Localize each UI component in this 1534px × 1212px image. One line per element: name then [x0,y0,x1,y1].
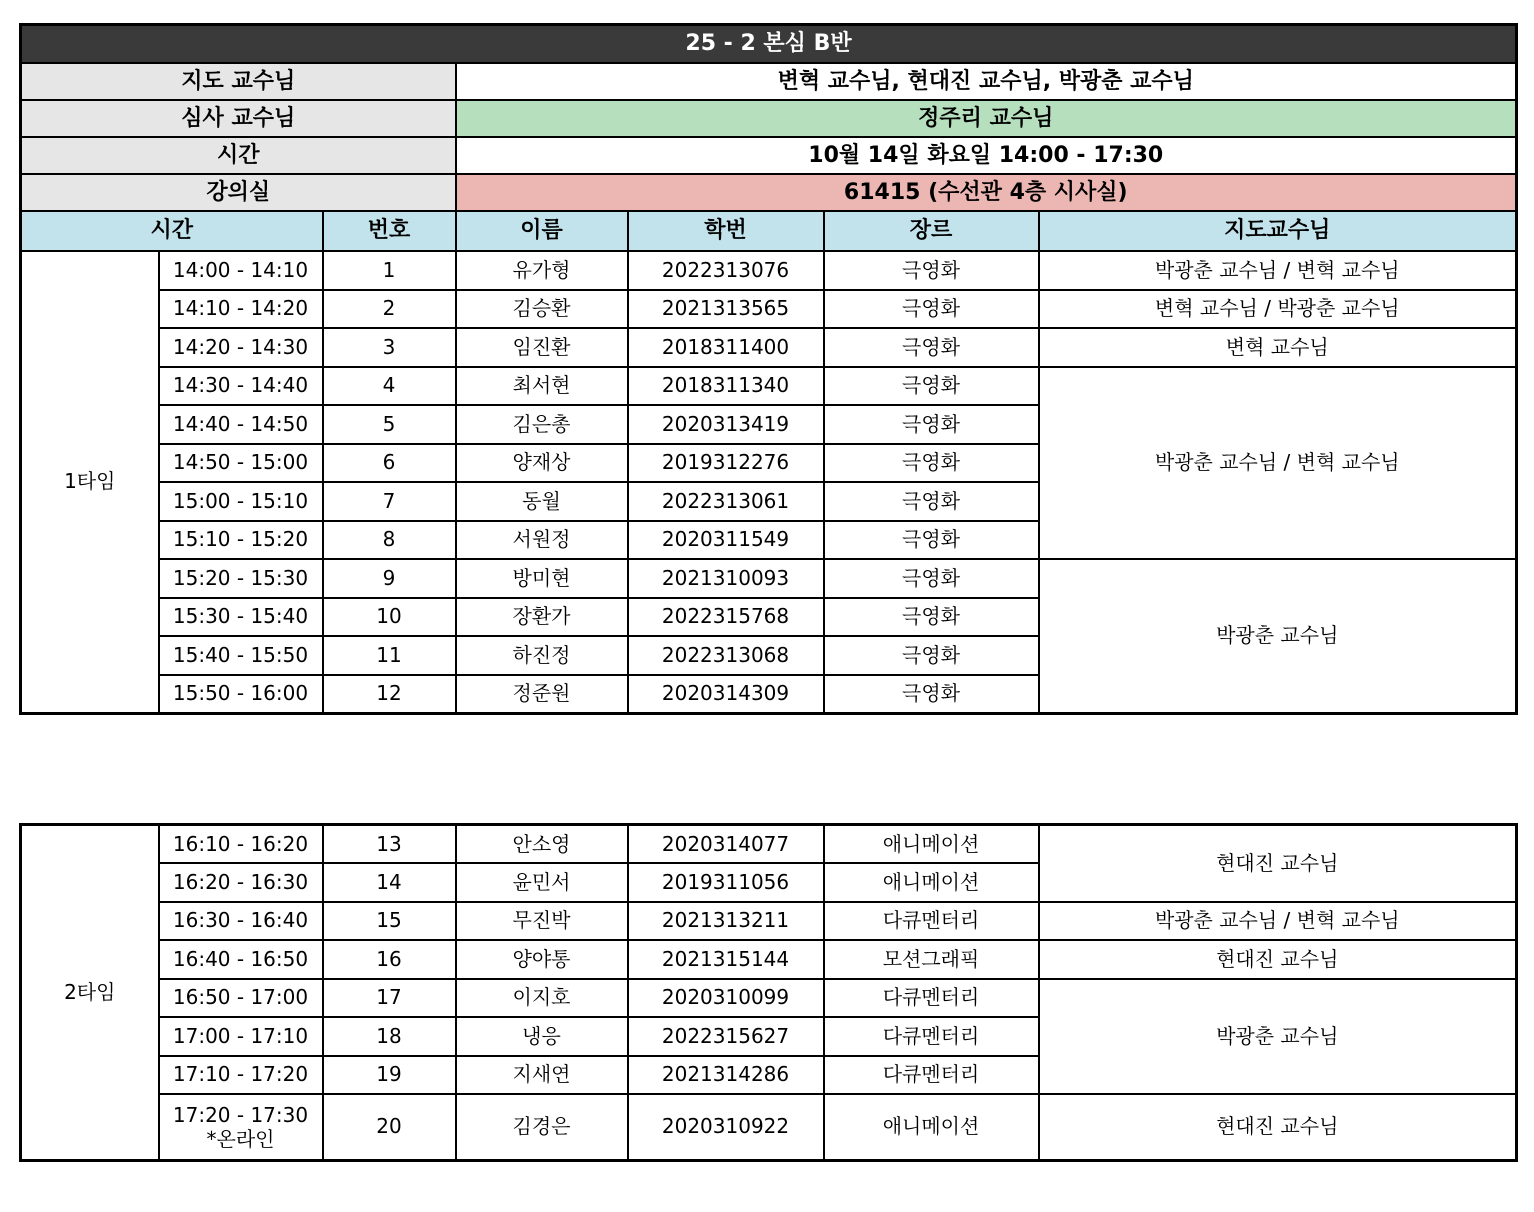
genre-cell: 애니메이션 [824,863,1039,902]
column-header-student-id: 학번 [628,211,824,251]
online-note: *온라인 [206,1126,275,1151]
number-cell: 16 [323,940,456,979]
genre-cell: 극영화 [824,444,1039,483]
advisor-cell: 현대진 교수님 [1039,940,1517,979]
student-id-cell: 2022315768 [628,598,824,637]
student-id-cell: 2018311400 [628,328,824,367]
table-row [21,251,1517,290]
genre-cell: 다큐멘터리 [824,979,1039,1018]
name-cell: 안소영 [456,825,628,864]
time-cell: 15:50 - 16:00 [159,675,323,714]
student-id-cell: 2022313076 [628,251,824,290]
time-cell: 15:00 - 15:10 [159,482,323,521]
advisor-cell: 박광춘 교수님 / 변혁 교수님 [1039,367,1517,560]
column-header-number: 번호 [323,211,456,251]
room-label: 강의실 [21,174,456,211]
student-id-cell: 2020313419 [628,405,824,444]
time-cell: 14:10 - 14:20 [159,290,323,329]
column-header-advisor: 지도교수님 [1039,211,1517,251]
student-id-cell: 2020311549 [628,521,824,560]
name-cell: 윤민서 [456,863,628,902]
genre-cell: 극영화 [824,636,1039,675]
student-id-cell: 2018311340 [628,367,824,406]
student-id-cell: 2021313565 [628,290,824,329]
student-id-cell: 2022315627 [628,1017,824,1056]
time-cell: 15:10 - 15:20 [159,521,323,560]
number-cell: 18 [323,1017,456,1056]
time-range: 17:20 - 17:30 [172,1102,309,1127]
student-id-cell: 2022313068 [628,636,824,675]
student-id-cell: 2021310093 [628,559,824,598]
student-id-cell: 2020310099 [628,979,824,1018]
schedule-table-session2 [19,823,1518,1162]
table-row [21,902,1517,941]
schedule-table-session1 [19,23,1518,715]
time-cell: 17:00 - 17:10 [159,1017,323,1056]
number-cell: 3 [323,328,456,367]
name-cell: 유가형 [456,251,628,290]
number-cell: 19 [323,1056,456,1095]
number-cell: 12 [323,675,456,714]
number-cell: 17 [323,979,456,1018]
number-cell: 10 [323,598,456,637]
name-cell: 하진정 [456,636,628,675]
genre-cell: 극영화 [824,367,1039,406]
student-id-cell: 2020310922 [628,1094,824,1160]
table-row [21,367,1517,406]
genre-cell: 극영화 [824,675,1039,714]
time-cell: 15:30 - 15:40 [159,598,323,637]
student-id-cell: 2019311056 [628,863,824,902]
time-cell: 17:10 - 17:20 [159,1056,323,1095]
name-cell: 김은총 [456,405,628,444]
reviewer-label: 심사 교수님 [21,100,456,137]
genre-cell: 다큐멘터리 [824,1017,1039,1056]
genre-cell: 모션그래픽 [824,940,1039,979]
time-cell: 16:50 - 17:00 [159,979,323,1018]
number-cell: 11 [323,636,456,675]
advisor-cell: 현대진 교수님 [1039,1094,1517,1160]
time-value: 10월 14일 화요일 14:00 - 17:30 [456,137,1517,174]
student-id-cell: 2022313061 [628,482,824,521]
student-id-cell: 2019312276 [628,444,824,483]
time-cell: 16:30 - 16:40 [159,902,323,941]
name-cell: 서원정 [456,521,628,560]
time-cell: 16:20 - 16:30 [159,863,323,902]
number-cell: 8 [323,521,456,560]
advisor-label: 지도 교수님 [21,63,456,100]
table-row [21,940,1517,979]
name-cell: 김승환 [456,290,628,329]
name-cell: 냉응 [456,1017,628,1056]
student-id-cell: 2020314309 [628,675,824,714]
page-title: 25 - 2 본심 B반 [21,25,1517,64]
table-row [21,290,1517,329]
table-row [21,825,1517,864]
name-cell: 최서현 [456,367,628,406]
time-cell: 14:30 - 14:40 [159,367,323,406]
advisor-cell: 변혁 교수님 [1039,328,1517,367]
time-cell [159,1094,323,1160]
time-cell: 14:20 - 14:30 [159,328,323,367]
name-cell: 동월 [456,482,628,521]
advisor-cell: 박광춘 교수님 [1039,559,1517,713]
number-cell: 6 [323,444,456,483]
time-cell: 15:40 - 15:50 [159,636,323,675]
genre-cell: 애니메이션 [824,825,1039,864]
advisor-cell: 박광춘 교수님 / 변혁 교수님 [1039,251,1517,290]
name-cell: 방미현 [456,559,628,598]
table-row [21,1094,1517,1160]
number-cell: 2 [323,290,456,329]
advisor-value: 변혁 교수님, 현대진 교수님, 박광춘 교수님 [456,63,1517,100]
advisor-cell: 변혁 교수님 / 박광춘 교수님 [1039,290,1517,329]
name-cell: 정준원 [456,675,628,714]
advisor-cell: 박광춘 교수님 / 변혁 교수님 [1039,902,1517,941]
name-cell: 김경은 [456,1094,628,1160]
time-cell: 14:40 - 14:50 [159,405,323,444]
advisor-cell: 현대진 교수님 [1039,825,1517,902]
genre-cell: 극영화 [824,251,1039,290]
column-header-genre: 장르 [824,211,1039,251]
table-row [21,328,1517,367]
name-cell: 양재상 [456,444,628,483]
number-cell: 20 [323,1094,456,1160]
name-cell: 장환가 [456,598,628,637]
name-cell: 지새연 [456,1056,628,1095]
table-row [21,979,1517,1018]
genre-cell: 다큐멘터리 [824,902,1039,941]
time-cell: 16:40 - 16:50 [159,940,323,979]
name-cell: 양야통 [456,940,628,979]
genre-cell: 극영화 [824,559,1039,598]
name-cell: 이지호 [456,979,628,1018]
student-id-cell: 2021313211 [628,902,824,941]
number-cell: 15 [323,902,456,941]
number-cell: 5 [323,405,456,444]
genre-cell: 애니메이션 [824,1094,1039,1160]
name-cell: 무진박 [456,902,628,941]
number-cell: 4 [323,367,456,406]
number-cell: 1 [323,251,456,290]
genre-cell: 극영화 [824,405,1039,444]
genre-cell: 극영화 [824,598,1039,637]
student-id-cell: 2020314077 [628,825,824,864]
name-cell: 임진환 [456,328,628,367]
time-cell: 16:10 - 16:20 [159,825,323,864]
table-row [21,559,1517,598]
time-cell: 14:00 - 14:10 [159,251,323,290]
student-id-cell: 2021315144 [628,940,824,979]
time-label: 시간 [21,137,456,174]
column-header-name: 이름 [456,211,628,251]
column-header-time: 시간 [21,211,323,251]
genre-cell: 극영화 [824,521,1039,560]
number-cell: 7 [323,482,456,521]
number-cell: 13 [323,825,456,864]
genre-cell: 극영화 [824,290,1039,329]
advisor-cell: 박광춘 교수님 [1039,979,1517,1095]
number-cell: 9 [323,559,456,598]
number-cell: 14 [323,863,456,902]
genre-cell: 극영화 [824,482,1039,521]
session-label: 2타임 [21,825,159,1161]
genre-cell: 다큐멘터리 [824,1056,1039,1095]
time-cell: 14:50 - 15:00 [159,444,323,483]
session-label: 1타임 [21,251,159,713]
room-value: 61415 (수선관 4층 시사실) [456,174,1517,211]
genre-cell: 극영화 [824,328,1039,367]
time-cell: 15:20 - 15:30 [159,559,323,598]
student-id-cell: 2021314286 [628,1056,824,1095]
reviewer-value: 정주리 교수님 [456,100,1517,137]
